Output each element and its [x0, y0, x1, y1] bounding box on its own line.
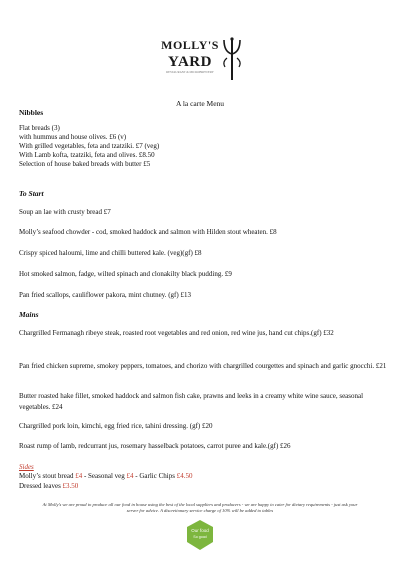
main-item: Butter roasted hake fillet, smoked haddock and salmon fish cake, prawns and leeks in a creamy white wine sauce, seasonal vegetables. £24	[19, 392, 364, 411]
trident-fork-icon	[220, 36, 244, 80]
sides-row	[19, 482, 78, 491]
side-item-name: Dressed leaves	[19, 482, 63, 490]
section-heading-sides: Sides	[19, 463, 34, 471]
main-item: Pan fried chicken supreme, smokey peppers, tomatoes, and chorizo with chargrilled courgettes and spinach and garlic gnocchi. £21	[19, 362, 387, 370]
main-item: Chargrilled pork loin, kimchi, egg fried rice, tahini dressing. (gf) £20	[19, 422, 213, 430]
side-item-name: - Seasonal veg	[82, 472, 127, 480]
nibbles-line: With grilled vegetables, feta and tzatziki. £7 (veg)	[19, 142, 160, 150]
logo-line-2: YARD	[168, 54, 212, 70]
section-heading-nibbles: Nibbles	[19, 108, 44, 117]
starter-item: Soup an lae with crusty bread £7	[19, 208, 111, 216]
starter-item: Hot smoked salmon, fadge, wilted spinach and clonakilty black pudding. £9	[19, 270, 232, 278]
section-heading-to-start: To Start	[19, 189, 44, 198]
side-item-name: Molly’s stout bread	[19, 472, 76, 480]
restaurant-logo	[160, 36, 244, 80]
nibbles-line: With Lamb kofta, tzatziki, feta and olives. £8.50	[19, 151, 155, 159]
starter-item: Pan fried scallops, cauliflower pakora, mint chutney. (gf) £13	[19, 291, 191, 299]
starter-item: Crispy spiced haloumi, lime and chilli buttered kale. (veg)(gf) £8	[19, 249, 202, 257]
section-heading-mains: Mains	[19, 310, 39, 319]
logo-line-1: MOLLY'S	[161, 38, 219, 52]
footer-note: At Molly’s we are proud to produce all our food in house using the best of the local suppliers and producers - we are happy to cater for dietary requirements - just ask your server for advice. A discretionary service charge of 10% will be added to tables	[42, 502, 358, 513]
nibbles-line: Selection of house baked breads with butter £5	[19, 160, 151, 168]
badge-text-line-2: So good	[193, 535, 207, 539]
nibbles-line: with hummus and house olives. £6 (v)	[19, 133, 127, 141]
badge-text-line-1: Our food	[191, 528, 209, 533]
sides-row	[19, 472, 192, 481]
side-item-price: £4.50	[176, 472, 193, 480]
logo-tagline: RESTAURANT & MICROBREWERY	[166, 70, 214, 74]
side-item-price: £3.50	[62, 482, 79, 490]
main-item: Roast rump of lamb, redcurrant jus, rosemary hasselback potatoes, carrot puree and kale.(gf) £26	[19, 442, 291, 450]
menu-title: A la carte Menu	[175, 99, 225, 108]
nibbles-line: Flat breads (3)	[19, 124, 60, 132]
main-item: Chargrilled Fermanagh ribeye steak, roasted root vegetables and red onion, red wine jus, hand cut chips.(gf) £32	[19, 329, 334, 337]
starter-item: Molly’s seafood chowder - cod, smoked haddock and salmon with Hilden stout wheaten. £8	[19, 228, 277, 236]
side-item-price: £4	[126, 472, 134, 480]
side-item-name: - Garlic Chips	[133, 472, 177, 480]
side-item-price: £4	[75, 472, 83, 480]
